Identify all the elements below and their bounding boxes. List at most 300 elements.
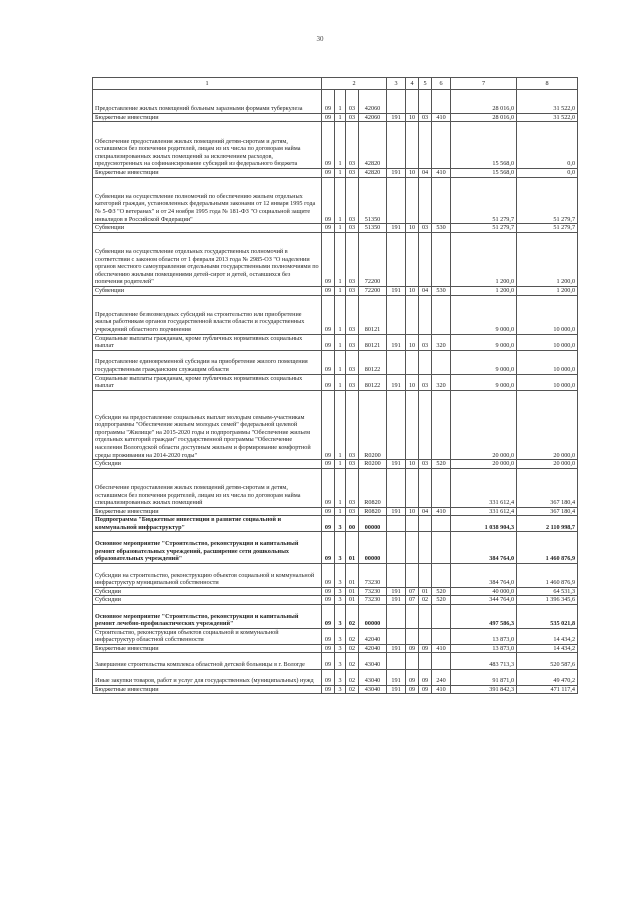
- row-description: Основное мероприятие "Строительство, реконструкция и капитальный ремонт образовательных учреждений, расширение сети дошкольных образовательных учреждений": [93, 532, 322, 563]
- row-ministry-ref: 191: [387, 460, 406, 469]
- row-activity-code: 03: [346, 334, 359, 350]
- row-subprogram-code: 1: [335, 468, 346, 507]
- row-subsection: 04: [419, 286, 432, 295]
- row-section: [406, 390, 419, 459]
- row-subsection: 03: [419, 374, 432, 390]
- row-ministry-code: 09: [322, 507, 335, 516]
- header-col-6: 6: [432, 78, 451, 90]
- row-section: [406, 653, 419, 669]
- table-row: [93, 468, 578, 507]
- row-amount-year2: 535 021,8: [517, 604, 578, 628]
- row-activity-code: 03: [346, 224, 359, 233]
- header-col-2: 2: [322, 78, 387, 90]
- table-row: [93, 653, 578, 669]
- row-ministry-code: 09: [322, 390, 335, 459]
- row-expense-type: 240: [432, 669, 451, 685]
- budget-table: [92, 77, 578, 694]
- row-section: 07: [406, 596, 419, 605]
- row-amount-year2: 1 200,0: [517, 286, 578, 295]
- row-subsection: [419, 390, 432, 459]
- row-subprogram-code: 1: [335, 122, 346, 169]
- table-row: [93, 177, 578, 224]
- row-ministry-code: 09: [322, 653, 335, 669]
- row-section: 09: [406, 669, 419, 685]
- table-row: [93, 563, 578, 587]
- row-section: [406, 350, 419, 374]
- row-subprogram-code: 3: [335, 596, 346, 605]
- table-row: [93, 113, 578, 122]
- row-amount-year2: 0,0: [517, 122, 578, 169]
- row-subsection: [419, 350, 432, 374]
- row-direction-code: 43040: [359, 653, 387, 669]
- table-row: [93, 334, 578, 350]
- row-section: [406, 232, 419, 286]
- row-amount-year2: 10 000,0: [517, 350, 578, 374]
- row-subprogram-code: 3: [335, 653, 346, 669]
- row-activity-code: 03: [346, 468, 359, 507]
- row-activity-code: 03: [346, 122, 359, 169]
- row-section: [406, 177, 419, 224]
- row-subsection: [419, 90, 432, 114]
- row-activity-code: 02: [346, 628, 359, 644]
- row-ministry-ref: 191: [387, 286, 406, 295]
- row-amount-year1: 344 764,0: [451, 596, 517, 605]
- row-amount-year1: 28 016,0: [451, 90, 517, 114]
- row-amount-year1: 91 871,0: [451, 669, 517, 685]
- row-section: 10: [406, 334, 419, 350]
- row-amount-year1: 51 279,7: [451, 177, 517, 224]
- row-subprogram-code: 3: [335, 516, 346, 532]
- table-row: [93, 295, 578, 334]
- row-expense-type: [432, 653, 451, 669]
- row-direction-code: 72200: [359, 232, 387, 286]
- row-subprogram-code: 3: [335, 685, 346, 694]
- row-description: Бюджетные инвестиции: [93, 685, 322, 694]
- row-ministry-ref: [387, 468, 406, 507]
- row-activity-code: 03: [346, 113, 359, 122]
- row-direction-code: 80121: [359, 334, 387, 350]
- row-subprogram-code: 1: [335, 334, 346, 350]
- row-amount-year1: 9 000,0: [451, 350, 517, 374]
- row-expense-type: [432, 295, 451, 334]
- row-activity-code: 01: [346, 596, 359, 605]
- row-direction-code: 51350: [359, 177, 387, 224]
- row-direction-code: 00000: [359, 516, 387, 532]
- row-description: Строительство, реконструкция объектов социальной и коммунальной инфраструктур областной собственности: [93, 628, 322, 644]
- header-col-7: 7: [451, 78, 517, 90]
- row-direction-code: 42060: [359, 113, 387, 122]
- row-description: Субвенции: [93, 224, 322, 233]
- row-activity-code: 03: [346, 460, 359, 469]
- row-ministry-code: 09: [322, 224, 335, 233]
- row-description: Субсидии: [93, 587, 322, 596]
- header-col-1: 1: [93, 78, 322, 90]
- row-activity-code: 03: [346, 295, 359, 334]
- row-ministry-ref: [387, 604, 406, 628]
- row-subprogram-code: 1: [335, 374, 346, 390]
- row-amount-year1: 497 586,3: [451, 604, 517, 628]
- row-amount-year2: 51 279,7: [517, 177, 578, 224]
- row-subsection: 03: [419, 224, 432, 233]
- row-activity-code: 03: [346, 390, 359, 459]
- row-expense-type: [432, 516, 451, 532]
- row-direction-code: 00000: [359, 532, 387, 563]
- row-expense-type: 530: [432, 286, 451, 295]
- row-ministry-code: 09: [322, 532, 335, 563]
- table-row: [93, 90, 578, 114]
- row-subprogram-code: 1: [335, 507, 346, 516]
- row-amount-year2: 520 587,6: [517, 653, 578, 669]
- row-subprogram-code: 1: [335, 295, 346, 334]
- table-row: [93, 604, 578, 628]
- row-amount-year2: 0,0: [517, 168, 578, 177]
- row-amount-year2: 367 180,4: [517, 507, 578, 516]
- row-direction-code: 42040: [359, 628, 387, 644]
- row-subprogram-code: 3: [335, 563, 346, 587]
- row-ministry-ref: [387, 295, 406, 334]
- row-description: Субвенции на осуществление полномочий по обеспечению жильем отдельных категорий граждан, установленных федеральными законами от 12 января 1995 года № 5-ФЗ "О ветеранах" и от 24 ноября 1995 года № 181-ФЗ "О социальной защите инвалидов в Российской Федерации": [93, 177, 322, 224]
- row-amount-year2: 20 000,0: [517, 460, 578, 469]
- row-activity-code: 03: [346, 507, 359, 516]
- row-ministry-code: 09: [322, 563, 335, 587]
- table-row: [93, 460, 578, 469]
- row-section: [406, 532, 419, 563]
- row-section: [406, 628, 419, 644]
- row-ministry-ref: 191: [387, 587, 406, 596]
- table-row: [93, 168, 578, 177]
- row-ministry-ref: [387, 563, 406, 587]
- row-amount-year1: 1 200,0: [451, 286, 517, 295]
- row-ministry-code: 09: [322, 122, 335, 169]
- row-activity-code: 03: [346, 232, 359, 286]
- row-expense-type: 410: [432, 507, 451, 516]
- row-expense-type: 520: [432, 596, 451, 605]
- row-section: 10: [406, 460, 419, 469]
- row-amount-year1: 40 000,0: [451, 587, 517, 596]
- row-amount-year1: 9 000,0: [451, 374, 517, 390]
- row-description: Бюджетные инвестиции: [93, 507, 322, 516]
- row-subprogram-code: 3: [335, 669, 346, 685]
- row-expense-type: [432, 628, 451, 644]
- row-section: 10: [406, 168, 419, 177]
- row-subsection: 03: [419, 460, 432, 469]
- row-description: Социальные выплаты гражданам, кроме публичных нормативных социальных выплат: [93, 334, 322, 350]
- row-subsection: 03: [419, 113, 432, 122]
- row-expense-type: [432, 122, 451, 169]
- row-amount-year1: 331 612,4: [451, 507, 517, 516]
- table-row: [93, 669, 578, 685]
- row-activity-code: 03: [346, 286, 359, 295]
- row-expense-type: 410: [432, 644, 451, 653]
- row-direction-code: 80122: [359, 350, 387, 374]
- row-amount-year2: 31 522,0: [517, 90, 578, 114]
- row-section: 10: [406, 286, 419, 295]
- row-amount-year1: 384 764,0: [451, 563, 517, 587]
- row-section: [406, 90, 419, 114]
- table-row: [93, 350, 578, 374]
- row-subprogram-code: 3: [335, 587, 346, 596]
- row-direction-code: 42060: [359, 90, 387, 114]
- row-amount-year2: 49 470,2: [517, 669, 578, 685]
- row-amount-year2: 14 434,2: [517, 644, 578, 653]
- row-ministry-code: 09: [322, 232, 335, 286]
- row-expense-type: 410: [432, 168, 451, 177]
- row-section: [406, 122, 419, 169]
- row-subsection: 04: [419, 168, 432, 177]
- table-row: [93, 286, 578, 295]
- row-ministry-ref: [387, 90, 406, 114]
- row-ministry-ref: 191: [387, 685, 406, 694]
- row-description: Предоставление единовременной субсидии на приобретение жилого помещения государственным гражданским служащим области: [93, 350, 322, 374]
- row-ministry-code: 09: [322, 460, 335, 469]
- row-ministry-code: 09: [322, 113, 335, 122]
- row-direction-code: R0200: [359, 460, 387, 469]
- row-section: [406, 295, 419, 334]
- row-description: Завершение строительства комплекса областной детской больницы в г. Вологде: [93, 653, 322, 669]
- table-row: [93, 587, 578, 596]
- row-ministry-code: 09: [322, 177, 335, 224]
- row-ministry-ref: 191: [387, 669, 406, 685]
- row-expense-type: 530: [432, 224, 451, 233]
- row-direction-code: 43040: [359, 685, 387, 694]
- row-amount-year1: 1 200,0: [451, 232, 517, 286]
- row-activity-code: 01: [346, 532, 359, 563]
- row-subprogram-code: 1: [335, 232, 346, 286]
- row-subsection: [419, 232, 432, 286]
- row-description: Субвенции: [93, 286, 322, 295]
- row-ministry-code: 09: [322, 334, 335, 350]
- row-amount-year1: 28 016,0: [451, 113, 517, 122]
- row-amount-year1: 51 279,7: [451, 224, 517, 233]
- row-subprogram-code: 1: [335, 350, 346, 374]
- row-expense-type: 520: [432, 460, 451, 469]
- table-row: [93, 532, 578, 563]
- row-ministry-code: 09: [322, 604, 335, 628]
- row-expense-type: [432, 532, 451, 563]
- row-activity-code: 01: [346, 587, 359, 596]
- table-row: [93, 596, 578, 605]
- row-subsection: [419, 295, 432, 334]
- row-activity-code: 03: [346, 350, 359, 374]
- row-description: Обеспечение предоставления жилых помещений детям-сиротам и детям, оставшимся без попечения родителей, лицам из их числа по договорам найма специализированных жилых помещений: [93, 468, 322, 507]
- row-ministry-code: 09: [322, 374, 335, 390]
- row-description: Социальные выплаты гражданам, кроме публичных нормативных социальных выплат: [93, 374, 322, 390]
- row-ministry-code: 09: [322, 516, 335, 532]
- row-activity-code: 02: [346, 685, 359, 694]
- row-amount-year2: 1 460 876,9: [517, 563, 578, 587]
- row-amount-year2: 1 396 345,6: [517, 596, 578, 605]
- row-direction-code: 51350: [359, 224, 387, 233]
- table-body: [93, 90, 578, 694]
- row-expense-type: [432, 177, 451, 224]
- row-direction-code: R0820: [359, 507, 387, 516]
- table-row: [93, 644, 578, 653]
- row-ministry-ref: 191: [387, 113, 406, 122]
- row-description: Субсидии: [93, 460, 322, 469]
- table-row: [93, 374, 578, 390]
- row-subprogram-code: 1: [335, 224, 346, 233]
- row-ministry-code: 09: [322, 168, 335, 177]
- row-subsection: [419, 468, 432, 507]
- row-ministry-code: 09: [322, 685, 335, 694]
- table-row: [93, 685, 578, 694]
- row-section: [406, 468, 419, 507]
- row-amount-year2: 471 117,4: [517, 685, 578, 694]
- row-amount-year1: 391 842,3: [451, 685, 517, 694]
- row-ministry-ref: 191: [387, 334, 406, 350]
- row-activity-code: 02: [346, 653, 359, 669]
- row-subsection: [419, 653, 432, 669]
- row-activity-code: 02: [346, 669, 359, 685]
- row-amount-year2: 31 522,0: [517, 113, 578, 122]
- row-expense-type: [432, 350, 451, 374]
- row-direction-code: 43040: [359, 669, 387, 685]
- row-ministry-ref: [387, 350, 406, 374]
- row-description: Предоставление жилых помещений больным заразными формами туберкулеза: [93, 90, 322, 114]
- row-subprogram-code: 1: [335, 113, 346, 122]
- row-amount-year2: 51 279,7: [517, 224, 578, 233]
- table-row: [93, 232, 578, 286]
- row-description: Субсидии на предоставление социальных выплат молодым семьям-участникам подпрограммы "Обеспечение жильем молодых семей" федеральной целевой программы "Жилище" на 2015-2020 годы и подпрограммы "Обеспечение жильем отдельных категорий граждан" государственной программы "Обеспечение населения Вологодской области доступным жильем и формирование комфортной среды проживания на 2014-2020 годы": [93, 390, 322, 459]
- row-expense-type: [432, 90, 451, 114]
- row-ministry-ref: [387, 516, 406, 532]
- row-amount-year1: 9 000,0: [451, 295, 517, 334]
- row-ministry-code: 09: [322, 587, 335, 596]
- table-row: [93, 390, 578, 459]
- row-description: Иные закупки товаров, работ и услуг для государственных (муниципальных) нужд: [93, 669, 322, 685]
- row-section: 09: [406, 644, 419, 653]
- row-description: Субвенции на осуществление отдельных государственных полномочий в соответствии с законом области от 1 февраля 2013 года № 2985-ОЗ "О наделении органов местного самоуправления отдельными государственными полномочиями по обеспечению жилыми помещениями детей-сирот и детей, оставшихся без попечения родителей": [93, 232, 322, 286]
- row-direction-code: 80122: [359, 374, 387, 390]
- row-subprogram-code: 1: [335, 460, 346, 469]
- row-section: 10: [406, 224, 419, 233]
- row-ministry-ref: [387, 532, 406, 563]
- row-description: Подпрограмма "Бюджетные инвестиции в развитие социальной и коммунальной инфраструктур": [93, 516, 322, 532]
- row-subsection: 04: [419, 507, 432, 516]
- row-description: Обеспечение предоставления жилых помещений детям-сиротам и детям, оставшимся без попечения родителей, лицам из их числа по договорам найма специализированных жилых помещений за исключением расходов, предусмотренных на софинансирование субсидий из федерального бюджета: [93, 122, 322, 169]
- row-activity-code: 03: [346, 374, 359, 390]
- row-expense-type: 320: [432, 374, 451, 390]
- row-ministry-ref: 191: [387, 224, 406, 233]
- table-header-row: [93, 78, 578, 90]
- row-direction-code: R0200: [359, 390, 387, 459]
- row-amount-year2: 64 531,3: [517, 587, 578, 596]
- row-direction-code: 42040: [359, 644, 387, 653]
- table-row: [93, 628, 578, 644]
- row-subprogram-code: 1: [335, 90, 346, 114]
- row-section: [406, 604, 419, 628]
- row-direction-code: 00000: [359, 604, 387, 628]
- row-subsection: [419, 122, 432, 169]
- row-ministry-code: 09: [322, 295, 335, 334]
- row-description: Бюджетные инвестиции: [93, 168, 322, 177]
- row-amount-year2: 367 180,4: [517, 468, 578, 507]
- row-amount-year1: 13 873,0: [451, 644, 517, 653]
- row-description: Основное мероприятие "Строительство, реконструкция и капитальный ремонт лечебно-профилактических учреждений": [93, 604, 322, 628]
- row-amount-year1: 331 612,4: [451, 468, 517, 507]
- row-activity-code: 03: [346, 168, 359, 177]
- table-row: [93, 224, 578, 233]
- row-subsection: 02: [419, 596, 432, 605]
- header-col-5: 5: [419, 78, 432, 90]
- row-subsection: [419, 516, 432, 532]
- row-ministry-ref: [387, 390, 406, 459]
- row-direction-code: 73230: [359, 587, 387, 596]
- row-amount-year1: 384 764,0: [451, 532, 517, 563]
- row-expense-type: 520: [432, 587, 451, 596]
- row-amount-year1: 483 713,3: [451, 653, 517, 669]
- row-amount-year1: 15 568,0: [451, 122, 517, 169]
- row-amount-year1: 9 000,0: [451, 334, 517, 350]
- row-ministry-ref: [387, 177, 406, 224]
- row-ministry-code: 09: [322, 468, 335, 507]
- row-ministry-code: 09: [322, 669, 335, 685]
- row-subsection: [419, 628, 432, 644]
- row-description: Предоставление безвозмездных субсидий на строительство или приобретение жилья работникам органов государственной власти области и государственных учреждений областного подчинения: [93, 295, 322, 334]
- row-subprogram-code: 1: [335, 286, 346, 295]
- row-expense-type: [432, 563, 451, 587]
- row-ministry-code: 09: [322, 644, 335, 653]
- row-subsection: [419, 563, 432, 587]
- row-subprogram-code: 3: [335, 532, 346, 563]
- row-section: 09: [406, 685, 419, 694]
- row-activity-code: 02: [346, 644, 359, 653]
- row-activity-code: 03: [346, 90, 359, 114]
- header-col-3: 3: [387, 78, 406, 90]
- row-amount-year2: 20 000,0: [517, 390, 578, 459]
- row-amount-year1: 1 038 904,3: [451, 516, 517, 532]
- row-section: 10: [406, 507, 419, 516]
- row-direction-code: 42820: [359, 168, 387, 177]
- table-row: [93, 516, 578, 532]
- row-expense-type: 410: [432, 685, 451, 694]
- table-row: [93, 122, 578, 169]
- row-ministry-ref: [387, 232, 406, 286]
- row-amount-year2: 1 460 876,9: [517, 532, 578, 563]
- row-ministry-ref: 191: [387, 644, 406, 653]
- row-direction-code: 42820: [359, 122, 387, 169]
- page-number: 30: [316, 35, 324, 43]
- row-amount-year1: 13 873,0: [451, 628, 517, 644]
- row-subsection: 09: [419, 644, 432, 653]
- row-subprogram-code: 3: [335, 604, 346, 628]
- row-subprogram-code: 3: [335, 644, 346, 653]
- row-amount-year1: 15 568,0: [451, 168, 517, 177]
- row-activity-code: 01: [346, 563, 359, 587]
- row-activity-code: 03: [346, 177, 359, 224]
- row-section: 10: [406, 374, 419, 390]
- row-description: Бюджетные инвестиции: [93, 644, 322, 653]
- row-ministry-code: 09: [322, 628, 335, 644]
- row-activity-code: 00: [346, 516, 359, 532]
- row-ministry-code: 09: [322, 350, 335, 374]
- row-section: 10: [406, 113, 419, 122]
- row-ministry-code: 09: [322, 90, 335, 114]
- row-ministry-ref: 191: [387, 168, 406, 177]
- row-direction-code: 73230: [359, 596, 387, 605]
- table-row: [93, 507, 578, 516]
- row-expense-type: [432, 604, 451, 628]
- row-subsection: [419, 532, 432, 563]
- row-direction-code: 72200: [359, 286, 387, 295]
- row-amount-year2: 10 000,0: [517, 295, 578, 334]
- row-subsection: 03: [419, 334, 432, 350]
- row-amount-year2: 14 434,2: [517, 628, 578, 644]
- row-expense-type: [432, 468, 451, 507]
- row-subprogram-code: 3: [335, 628, 346, 644]
- row-subprogram-code: 1: [335, 390, 346, 459]
- row-subprogram-code: 1: [335, 168, 346, 177]
